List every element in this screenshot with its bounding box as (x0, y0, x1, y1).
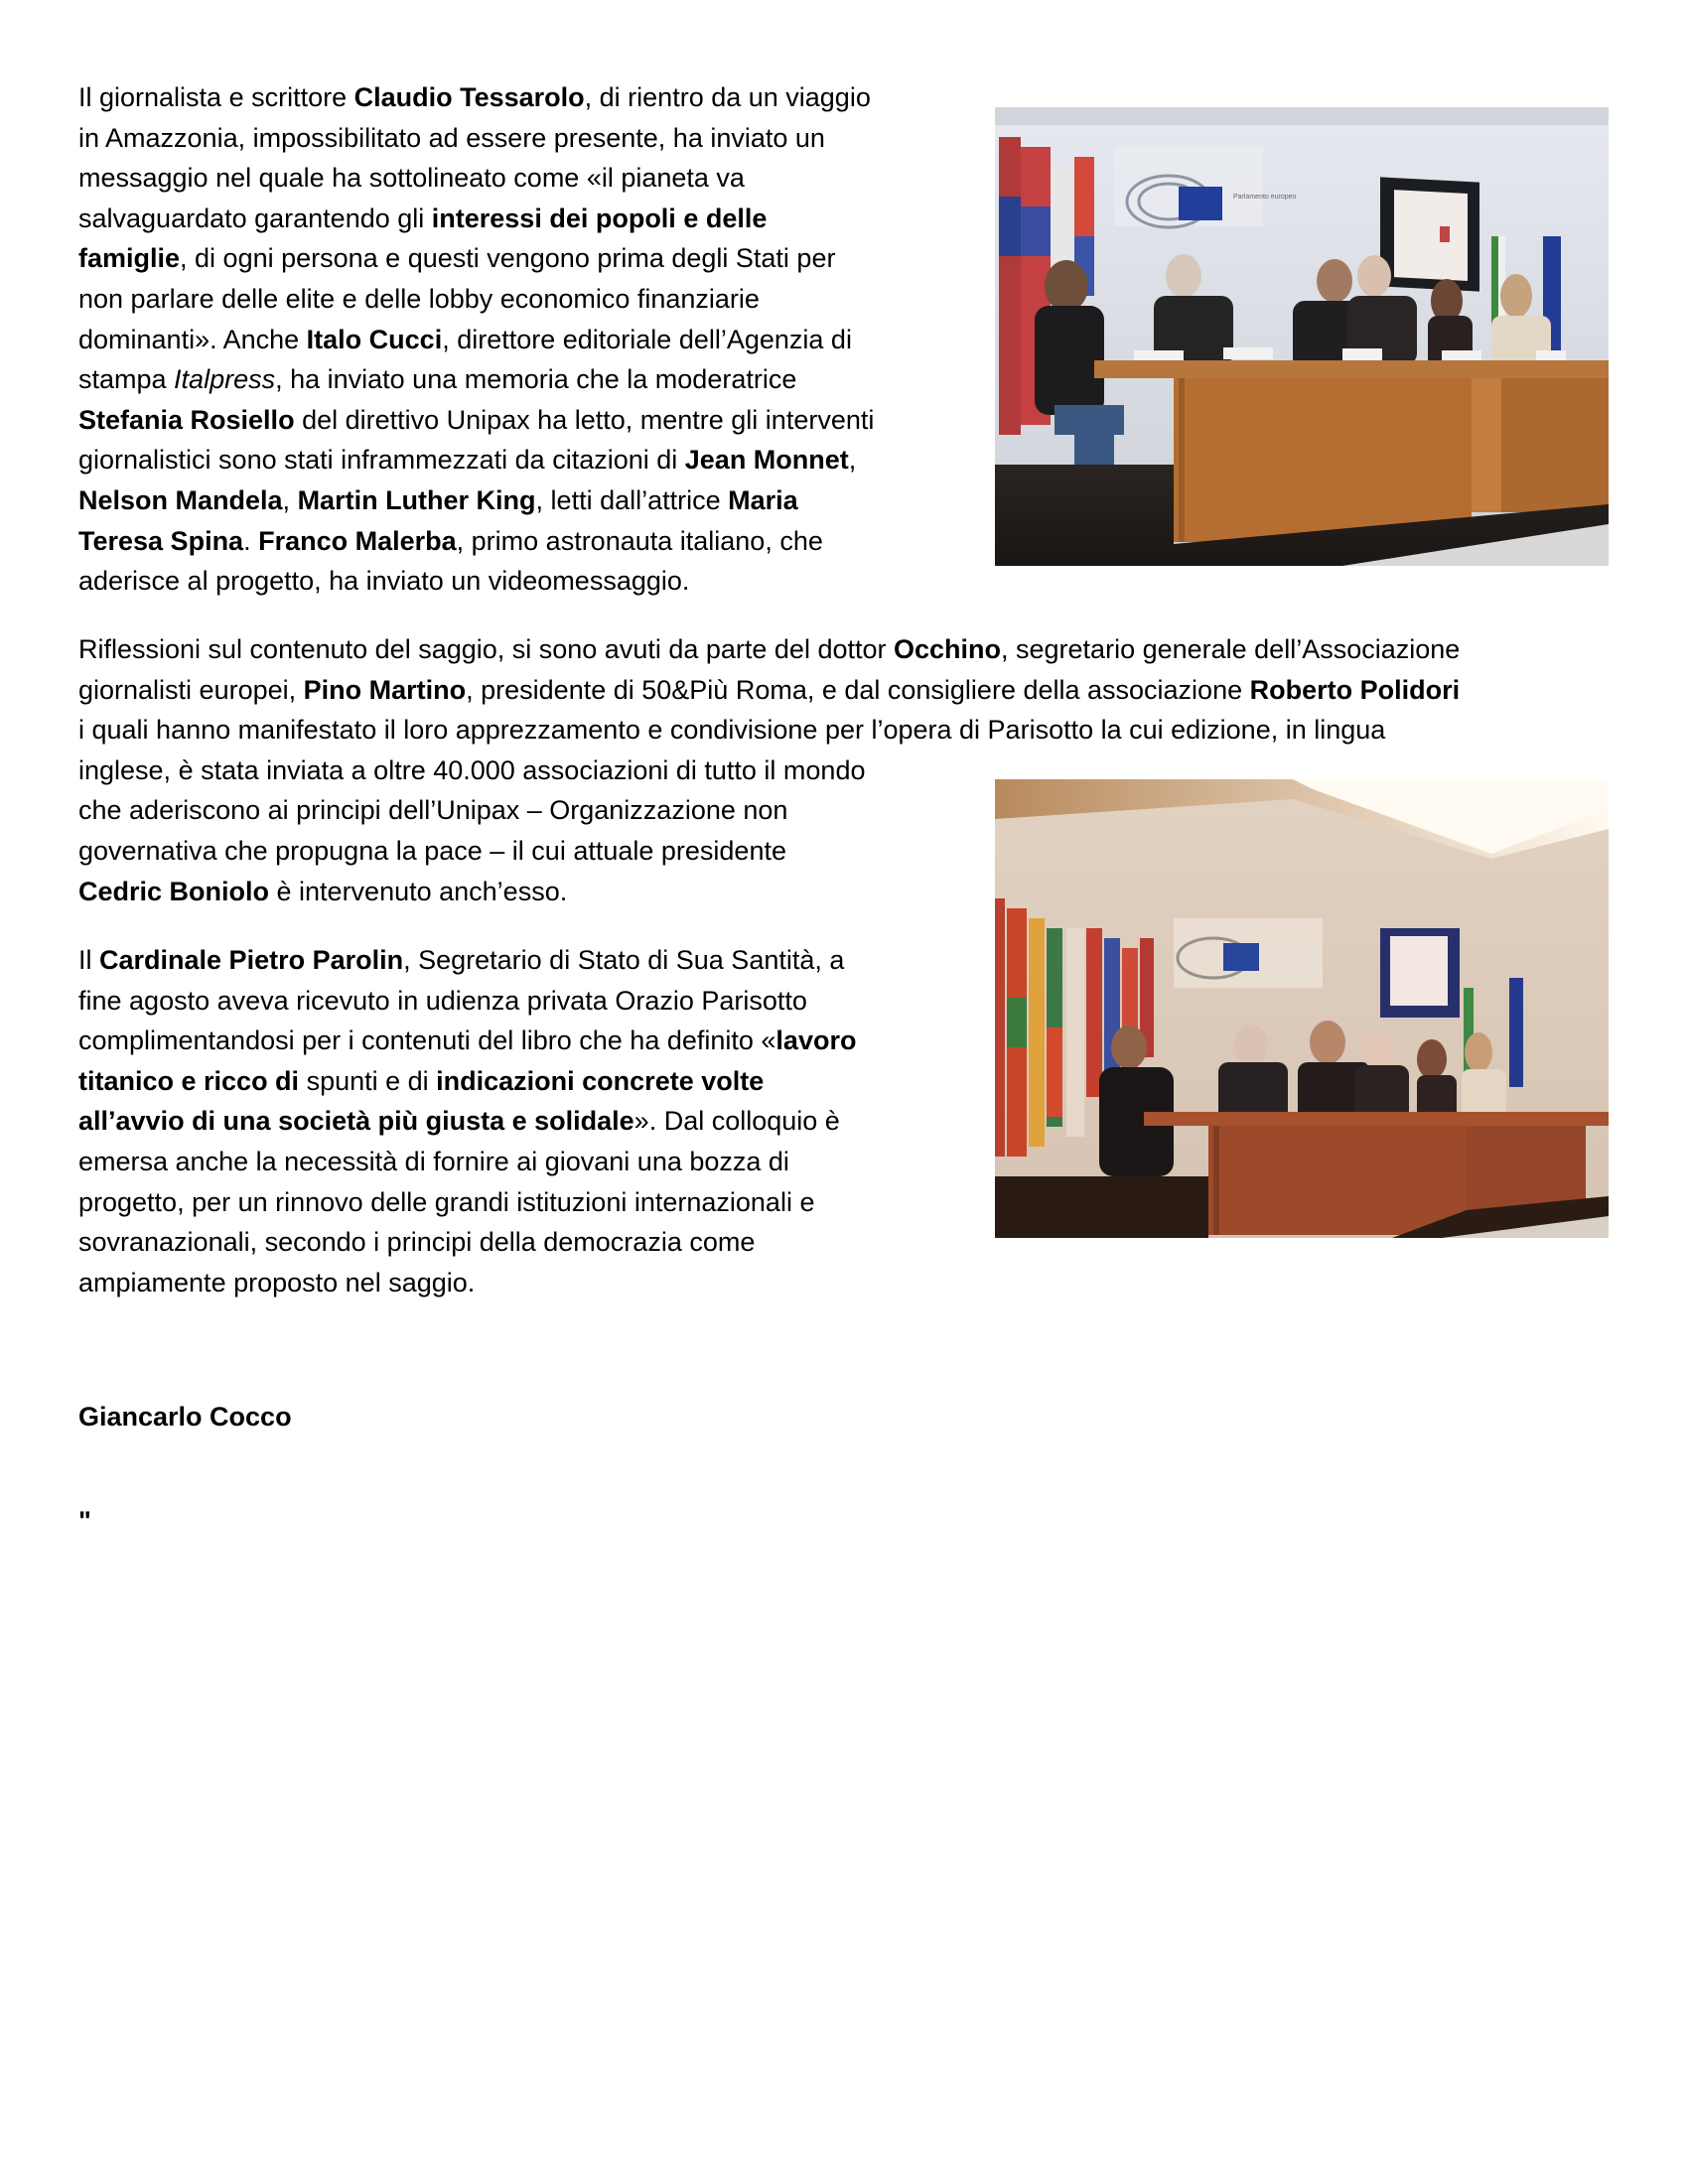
text-run: stampa (78, 364, 175, 395)
text-run: giornalisti europei, (78, 674, 304, 705)
text-run: sovranazionali, secondo i principi della democrazia come (78, 1227, 756, 1258)
bold-text: Stefania Rosiello (78, 404, 295, 435)
conference-photo-2-graphic (995, 779, 1609, 1238)
text-line (78, 77, 977, 118)
text-run: , primo astronauta italiano, che (456, 525, 823, 556)
text-run: aderisce al progetto, ha inviato un videomessaggio. (78, 566, 690, 597)
text-run: i quali hanno manifestato il loro apprezzamento e condivisione per l’opera di Parisotto la cui edizione, in lingua (78, 715, 1386, 746)
paragraph-1 (78, 77, 977, 602)
italic-text: Italpress (174, 364, 276, 395)
text-run: è intervenuto anch’esso. (269, 876, 568, 906)
bold-text: Italo Cucci (306, 324, 443, 354)
text-line (78, 440, 977, 480)
text-line (78, 238, 977, 279)
text-run: Riflessioni sul contenuto del saggio, si sono avuti da parte del dottor (78, 634, 894, 664)
text-run: emersa anche la necessità di fornire ai giovani una bozza di (78, 1146, 789, 1176)
bold-text: Claudio Tessarolo (353, 82, 585, 112)
paragraph-3 (78, 940, 977, 1302)
text-line (78, 710, 1627, 751)
text-run: ampiamente proposto nel saggio. (78, 1267, 476, 1297)
text-run: , (282, 484, 298, 515)
bold-text: Franco Malerba (258, 525, 457, 556)
text-line (78, 1263, 977, 1303)
text-run: , Segretario di Stato di Sua Santità, a (403, 945, 845, 975)
text-run: fine agosto aveva ricevuto in udienza privata Orazio Parisotto (78, 985, 807, 1016)
bold-text: all’avvio di una società più giusta e solidale (78, 1106, 634, 1137)
text-line (78, 1222, 977, 1263)
text-line (78, 1021, 977, 1061)
bold-text: Cedric Boniolo (78, 876, 270, 906)
conference-photo-1-graphic (995, 107, 1609, 566)
bold-text: Cardinale Pietro Parolin (99, 945, 404, 975)
text-run: inglese, è stata inviata a oltre 40.000 associazioni di tutto il mondo (78, 754, 866, 785)
text-run: ». Dal colloquio è (633, 1106, 840, 1137)
bold-text: Maria (728, 484, 798, 515)
bold-text: Jean Monnet (684, 445, 849, 476)
text-run: non parlare delle elite e delle lobby economico finanziarie (78, 283, 760, 314)
text-run: spunti e di (299, 1065, 437, 1096)
text-line (78, 1101, 977, 1142)
bold-text: Occhino (894, 634, 1002, 664)
bold-text: interessi dei popoli e delle (431, 203, 768, 233)
text-line (78, 670, 1627, 711)
trailing-quote-mark: " (78, 1506, 91, 1536)
text-line (78, 199, 977, 239)
text-run: Il giornalista e scrittore (78, 82, 354, 112)
text-line (78, 521, 977, 562)
bold-text: Roberto Polidori (1249, 674, 1461, 705)
text-line (78, 629, 1627, 670)
bold-text: Pino Martino (303, 674, 467, 705)
bold-text: titanico e ricco di (78, 1065, 300, 1096)
text-line (78, 118, 977, 159)
text-run: . (243, 525, 259, 556)
conference-photo-2 (995, 779, 1609, 1238)
text-run: , di ogni persona e questi vengono prima degli Stati per (180, 243, 836, 274)
text-line (78, 480, 977, 521)
text-line (78, 940, 977, 981)
text-run: progetto, per un rinnovo delle grandi istituzioni internazionali e (78, 1186, 815, 1217)
text-run: dominanti». Anche (78, 324, 307, 354)
text-line (78, 1142, 977, 1182)
conference-photo-1 (995, 107, 1609, 566)
text-run: , di rientro da un viaggio (584, 82, 871, 112)
text-run: complimentandosi per i contenuti del libro che ha definito « (78, 1025, 776, 1056)
text-line (78, 981, 977, 1022)
text-run: , letti dall’attrice (535, 484, 729, 515)
bold-text: famiglie (78, 243, 181, 274)
bold-text: Martin Luther King (297, 484, 536, 515)
text-run: messaggio nel quale ha sottolineato come «il pianeta va (78, 163, 745, 194)
text-run: che aderiscono ai principi dell’Unipax – Organizzazione non (78, 795, 788, 826)
text-run: , presidente di 50&Più Roma, e dal consigliere della associazione (466, 674, 1250, 705)
text-run: Il (78, 945, 100, 975)
svg-text:Parlamento europeo: Parlamento europeo (1233, 194, 1297, 201)
text-line (78, 561, 977, 602)
bold-text: lavoro (775, 1025, 857, 1056)
text-run: governativa che propugna la pace – il cui attuale presidente (78, 835, 786, 866)
text-run: , ha inviato una memoria che la moderatrice (275, 364, 797, 395)
text-line (78, 158, 977, 199)
bold-text: indicazioni concrete volte (436, 1065, 765, 1096)
text-line (78, 279, 977, 320)
author-signature: Giancarlo Cocco (78, 1402, 292, 1432)
text-run: , (848, 445, 857, 476)
text-line (78, 359, 977, 400)
text-run: in Amazzonia, impossibilitato ad essere presente, ha inviato un (78, 122, 825, 153)
text-run: giornalistici sono stati inframmezzati da citazioni di (78, 445, 685, 476)
text-line (78, 1182, 977, 1223)
text-line (78, 320, 977, 360)
text-line (78, 1061, 977, 1102)
text-run: del direttivo Unipax ha letto, mentre gli interventi (294, 404, 875, 435)
text-run: , segretario generale dell’Associazione (1001, 634, 1461, 664)
text-run: salvaguardato garantendo gli (78, 203, 432, 233)
bold-text: Teresa Spina (78, 525, 244, 556)
bold-text: Nelson Mandela (78, 484, 283, 515)
text-run: , direttore editoriale dell’Agenzia di (442, 324, 852, 354)
text-line (78, 400, 977, 441)
